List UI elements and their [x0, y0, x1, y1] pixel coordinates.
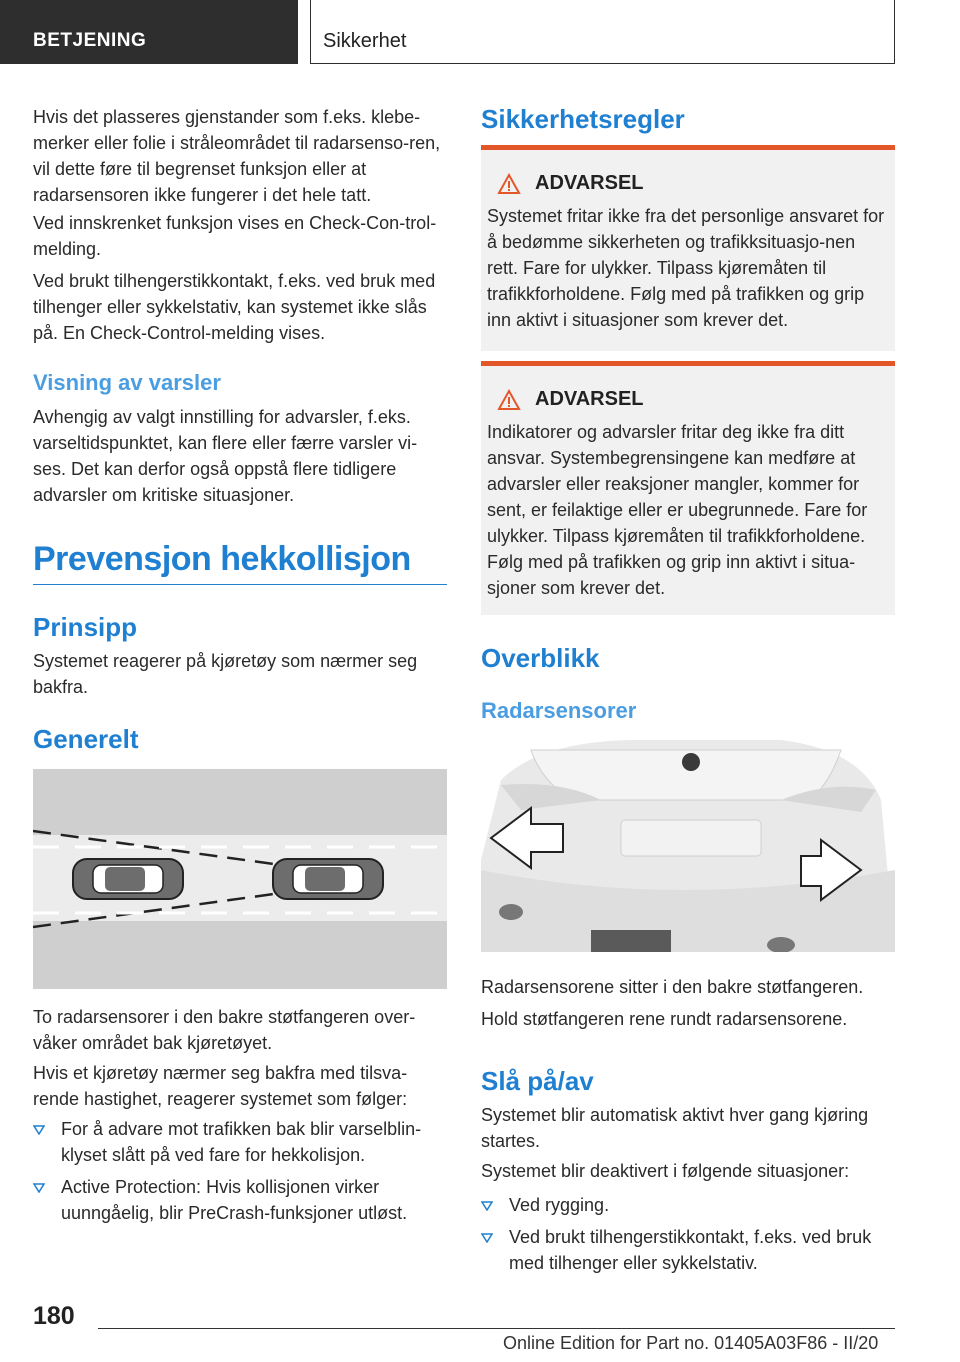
warning-text: Indikatorer og advarsler fritar deg ikke fra ditt ansvar. Systembegrensingene kan medføre at advarsler eller reaksjoner mangler, kommer for sent, er feilaktige eller er ubegrunnede. Fare for ulykker. Tilpass kjøremåten til trafikkforholdene. Følg med på trafikken og grip inn aktivt i situa-sjoner som krever det.: [487, 422, 868, 598]
bullet-text: Active Protection: Hvis kollisjonen virker uunngåelig, blir PreCrash-funksjoner utløst.: [61, 1177, 408, 1223]
radar-paragraph-2: Hold støtfangeren rene rundt radarsensorene.: [481, 1009, 848, 1029]
overblikk-heading: Overblikk: [481, 643, 600, 673]
edition-text: Online Edition for Part no. 01405A03F86 - II/20: [503, 1333, 879, 1353]
front-car-icon: [273, 859, 383, 899]
rear-collision-illustration: [33, 769, 447, 989]
bullet-text: Ved brukt tilhengerstikkontakt, f.eks. ved bruk med tilhenger eller sykkelstativ.: [509, 1227, 872, 1273]
list-item: [481, 1224, 895, 1276]
visning-paragraph: Avhengig av valgt innstilling for advarsler, f.eks. varseltidspunktet, kan flere eller færre varsler vi-ses. Det kan derfor også oppstå flere tidligere advarsler om kritiske situasjoner.: [33, 407, 418, 505]
footer-rule: [98, 1328, 895, 1329]
warning-triangle-icon: [497, 389, 521, 411]
radar-heading: Radarsensorer: [481, 698, 637, 723]
sla-heading: Slå på/av: [481, 1066, 594, 1096]
triangle-bullet-icon: [33, 1183, 45, 1193]
car-logo-icon: [682, 753, 700, 771]
intro-paragraph-1: Hvis det plasseres gjenstander som f.eks. klebe-merker eller folie i stråleområdet til radarsenso-ren, vil dette føre til begrenset funksjon eller at radarsensoren ikke fungerer i det hele tatt.: [33, 107, 441, 205]
generelt-paragraph-2: Hvis et kjøretøy nærmer seg bakfra med tilsva-rende hastighet, reagerer systemet som følger:: [33, 1063, 408, 1109]
sla-paragraph-2: Systemet blir deaktivert i følgende situasjoner:: [481, 1161, 850, 1181]
warning-title: [497, 172, 887, 195]
intro-paragraph-3: Ved brukt tilhengerstikkontakt, f.eks. ved bruk med tilhenger eller sykkelstativ, kan systemet ikke slås på. En Check-Control-melding vises.: [33, 271, 436, 343]
warning-box-2: [481, 361, 895, 615]
sla-bullet-list: [481, 1192, 895, 1282]
chapter-tab: Sikkerhet: [310, 0, 895, 64]
bullet-text: Ved rygging.: [509, 1195, 610, 1215]
generelt-heading: Generelt: [33, 724, 139, 754]
prinsipp-heading: Prinsipp: [33, 612, 138, 642]
triangle-bullet-icon: [33, 1125, 45, 1135]
generelt-bullet-list: [33, 1116, 447, 1232]
triangle-bullet-icon: [481, 1233, 493, 1243]
list-item: [481, 1192, 895, 1218]
main-heading: Prevensjon hekkollisjon: [33, 540, 411, 578]
prinsipp-paragraph: Systemet reagerer på kjøretøy som nærmer seg bakfra.: [33, 651, 418, 697]
warning-title-text: ADVARSEL: [535, 172, 644, 194]
radar-paragraph-1: Radarsensorene sitter i den bakre støtfangeren.: [481, 977, 864, 997]
heading-rule: [33, 584, 447, 585]
rear-car-icon: [73, 859, 183, 899]
intro-paragraph-2: Ved innskrenket funksjon vises en Check-Con-trol-melding.: [33, 213, 437, 259]
list-item: [33, 1174, 447, 1226]
visning-heading: Visning av varsler: [33, 370, 221, 395]
warning-triangle-icon: [497, 173, 521, 195]
radar-sensor-illustration: [481, 740, 895, 952]
page-number: 180: [33, 1302, 75, 1330]
section-tab: BETJENING: [0, 0, 298, 64]
list-item: [33, 1116, 447, 1168]
bullet-text: For å advare mot trafikken bak blir varselblin-klyset slått på ved fare for hekkolisjon.: [61, 1119, 422, 1165]
sla-paragraph-1: Systemet blir automatisk aktivt hver gang kjøring startes.: [481, 1105, 869, 1151]
triangle-bullet-icon: [481, 1201, 493, 1211]
warning-text: Systemet fritar ikke fra det personlige ansvaret for å bedømme sikkerheten og trafikksituasjo-nen rett. Fare for ulykker. Tilpass kjøremåten til trafikkforholdene. Følg med på trafikken og grip inn aktivt i situasjoner som krever det.: [487, 206, 885, 330]
generelt-paragraph-1: To radarsensorer i den bakre støtfangeren over-våker området bak kjøretøyet.: [33, 1007, 416, 1053]
regler-heading: Sikkerhetsregler: [481, 104, 685, 134]
warning-box-1: [481, 145, 895, 351]
warning-title: [497, 388, 887, 411]
warning-title-text: ADVARSEL: [535, 388, 644, 410]
